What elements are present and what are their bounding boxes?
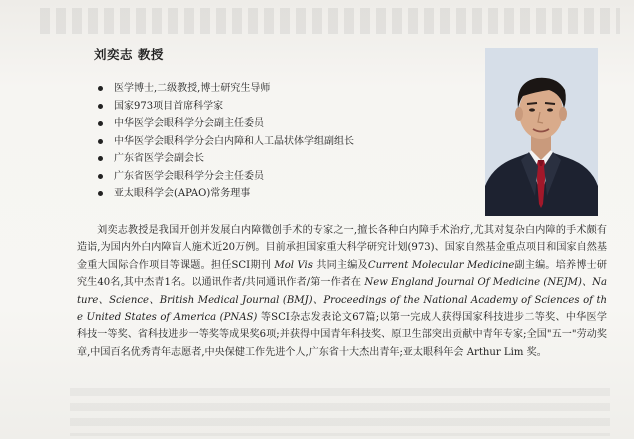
credential-item: 中华医学会眼科学分会副主任委员	[98, 115, 354, 133]
bullet-icon	[98, 191, 103, 196]
bullet-icon	[98, 104, 103, 109]
bleed-through-text-bottom	[70, 388, 610, 436]
credential-item: 医学博士,二级教授,博士研究生导师	[98, 80, 354, 98]
portrait-photo	[485, 48, 598, 216]
portrait-illustration	[485, 48, 598, 216]
bullet-icon	[98, 156, 103, 161]
credentials-list	[98, 80, 354, 203]
credential-item: 广东省医学会眼科学分会主任委员	[98, 168, 354, 186]
bleed-through-text-top	[40, 8, 620, 34]
credential-item: 中华医学会眼科学分会白内障和人工晶状体学组副组长	[98, 133, 354, 151]
bullet-icon	[98, 121, 103, 126]
profile-name-title: 刘奕志 教授	[94, 47, 164, 62]
biography-paragraph: 刘奕志教授是我国开创并发展白内障微创手术的专家之一,擅长各种白内障手术治疗,尤其对复杂白内障的手术颇有造诣,为国内外白内障盲人施术近20万例。目前承担国家重大科学研究计划(973)、国家自然基金重点项目和国家自然基金重大国际合作项目等课题。担任SCI期刊 Mol Vis 共同主编及Current Molecular Medicine副主编。培养博士研究生40名,其中杰青1名。以通讯作者/共同通讯作者/第一作者在 New England Journal Of Medicine (NEJM)、Nature、Science、British Medical Journal (BMJ)、Proceedings of the National Academy of Sciences of the United States of America (PNAS) 等SCI杂志发表论文67篇;以第一完成人获得国家科技进步二等奖、中华医学科技一等奖、省科技进步一等奖等成果奖6项;并获得中国青年科技奖、原卫生部突出贡献中青年专家;全国"五一"劳动奖章,中国百名优秀青年志愿者,中央保健工作先进个人,广东省十大杰出青年;亚太眼科年会 Arthur Lim 奖。	[77, 225, 608, 358]
bullet-icon	[98, 174, 103, 179]
credential-item: 亚太眼科学会(APAO)常务理事	[98, 185, 354, 203]
credential-item: 国家973项目首席科学家	[98, 98, 354, 116]
bullet-icon	[98, 139, 103, 144]
credential-item: 广东省医学会副会长	[98, 150, 354, 168]
bullet-icon	[98, 86, 103, 91]
